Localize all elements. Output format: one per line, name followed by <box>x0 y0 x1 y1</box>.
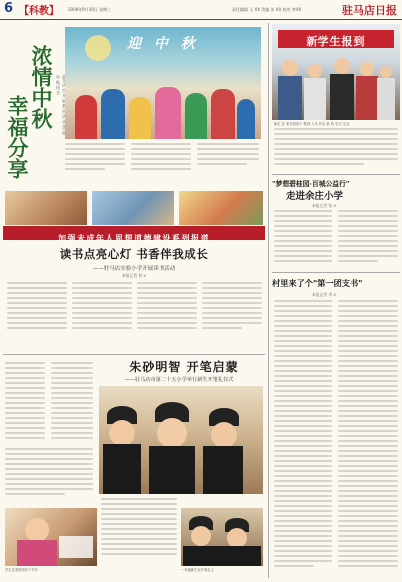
opening-ceremony-article <box>3 358 265 580</box>
branch-headline: 村里来了个"第一团支书" <box>272 278 363 288</box>
charity-byline: 本报记者 张 X <box>312 203 336 208</box>
issue-date: 2009年9月30日 星期三 <box>68 7 112 12</box>
series-banner-text: 加强未成年人思想道德建设系列报道 <box>58 234 210 243</box>
report-banner <box>278 30 394 48</box>
branch-body-text <box>274 300 398 576</box>
report-photo <box>272 24 400 120</box>
photo-banner-text: 迎 中 秋 <box>127 36 199 52</box>
reading-body-text <box>7 282 263 352</box>
report-caption: 新生 在 家长陪同下 报到 入学 开启 新 的 学习 生活 <box>274 122 350 126</box>
charity-body-text <box>274 210 398 268</box>
feature-photo-2 <box>92 191 174 225</box>
divider <box>3 354 265 355</box>
report-body-text <box>274 128 398 172</box>
feature-photo-1 <box>5 191 87 225</box>
divider <box>272 174 400 175</box>
moon-shape <box>85 35 111 61</box>
opening-subhead: ——驻马店市第二十五小学举行新生开笔礼仪式 <box>124 377 234 383</box>
branch-article <box>272 274 400 578</box>
opening-body-bottom <box>5 448 95 508</box>
opening-headline: 朱砂明智 开笔启蒙 <box>129 360 239 374</box>
children-group <box>71 83 255 139</box>
section-tag: 【科教】 <box>19 6 59 17</box>
charity-headline-1: "梦想碧桂园·百城公益行" <box>272 180 350 188</box>
series-banner <box>3 226 265 243</box>
opening-main-photo <box>99 386 263 494</box>
feature-deck: 中 秋 佳 节 <box>56 75 61 95</box>
page-number: 6 <box>4 1 14 16</box>
reading-article <box>3 244 265 356</box>
opening-photo-caption-2: 一年级新生在开笔礼上 <box>181 568 214 572</box>
opening-photo-1 <box>5 508 97 566</box>
feature-main-photo <box>65 27 261 139</box>
charity-headline-2: 走进余庄小学 <box>286 191 344 202</box>
editor-info: 责任编辑 王 XX 美编 张 XX 校对 李XX <box>232 7 302 12</box>
newspaper-name: 驻马店日报 <box>342 4 397 17</box>
opening-photo-2 <box>181 508 263 566</box>
reading-subhead: ——驻马店实验小学开展读书活动 <box>92 266 176 272</box>
feature-body-text <box>65 143 261 191</box>
column-divider <box>268 23 269 578</box>
feature-title-line-1: 浓情中秋 <box>29 45 54 129</box>
report-banner-prefix: 新 <box>306 35 318 48</box>
charity-article <box>272 176 400 270</box>
reading-byline: 本报记者 何 X <box>122 273 146 278</box>
report-banner-text: 学生报到 <box>317 35 366 48</box>
page-masthead <box>0 0 402 20</box>
feature-title-line-2: 幸福分享 <box>5 95 30 179</box>
divider <box>272 272 400 273</box>
reading-headline: 读书点亮心灯 书香伴我成长 <box>59 247 209 261</box>
branch-byline: 本报记者 李 X <box>312 292 336 297</box>
mid-autumn-feature <box>3 23 265 248</box>
feature-photo-3 <box>179 191 263 225</box>
opening-photo-caption-1: 学生在老师指导下书写 <box>5 568 38 572</box>
